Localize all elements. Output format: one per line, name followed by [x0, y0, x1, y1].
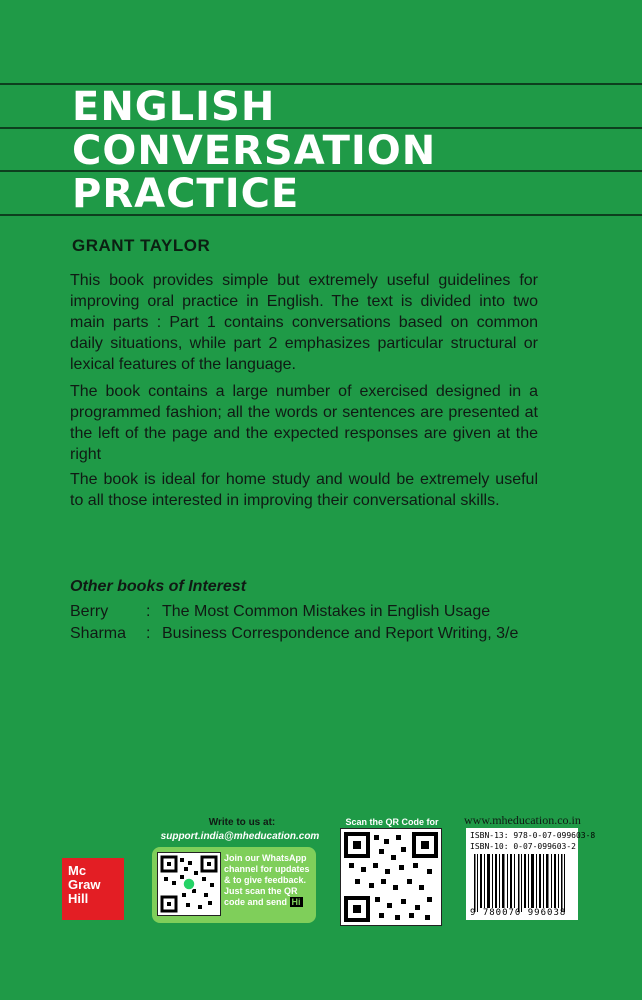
isbn-10: ISBN-10: 0-07-099603-2 — [470, 842, 576, 851]
description-paragraph-3: The book is ideal for home study and would be extremely useful to all those interested in improving their conversational skills. — [70, 471, 538, 509]
description-paragraph-2: The book contains a large number of exercised designed in a programmed fashion; all the words or sentences are presented at the left of the page and the expected responses are given at the right — [70, 383, 538, 463]
separator: : — [146, 603, 151, 620]
whatsapp-qr-code — [157, 852, 221, 916]
other-book-title: The Most Common Mistakes in English Usage — [162, 603, 491, 620]
whatsapp-instructions — [224, 853, 316, 908]
book-title-line-3: PRACTICE — [72, 171, 300, 217]
other-book-author: Sharma — [70, 625, 127, 642]
whatsapp-hi: Hi — [291, 897, 301, 907]
description-paragraph-1: This book provides simple but extremely useful guidelines for improving oral practice in English. The text is divided into two main parts : Part 1 contains conversations based on common daily situations, while part 2 emphasizes particular structural or lexical features of the language. — [70, 272, 538, 373]
scan-qr-label: Scan the QR Code for — [345, 817, 439, 827]
whatsapp-text: Join our WhatsApp channel for updates & to give feedback. Just scan the QR code and send — [224, 853, 310, 907]
qr-pattern-icon — [158, 853, 220, 915]
mrp-qr-code — [340, 828, 442, 926]
book-title-line-1: ENGLISH — [72, 84, 276, 130]
ean-number: 9 780070 996038 — [470, 908, 567, 918]
other-book-row — [70, 625, 518, 643]
book-title-line-2: CONVERSATION — [72, 128, 437, 174]
logo-text: Mc — [68, 863, 87, 878]
other-book-row — [70, 603, 490, 621]
write-to-us-label: Write to us at: — [208, 817, 276, 828]
other-book-author: Berry — [70, 603, 109, 620]
other-book-title: Business Correspondence and Report Writing, 3/e — [162, 625, 519, 642]
isbn-13: ISBN-13: 978-0-07-099603-8 — [470, 831, 596, 840]
website-url: www.mheducation.co.in — [464, 813, 581, 827]
qr-pattern-icon — [341, 829, 441, 925]
author-name: GRANT TAYLOR — [72, 236, 211, 255]
logo-text: Hill — [68, 891, 89, 906]
support-email: support.india@mheducation.com — [160, 831, 320, 842]
separator: : — [146, 625, 151, 642]
mcgraw-hill-logo — [62, 858, 124, 920]
other-books-heading: Other books of Interest — [70, 578, 247, 595]
logo-text: Graw — [68, 877, 101, 892]
